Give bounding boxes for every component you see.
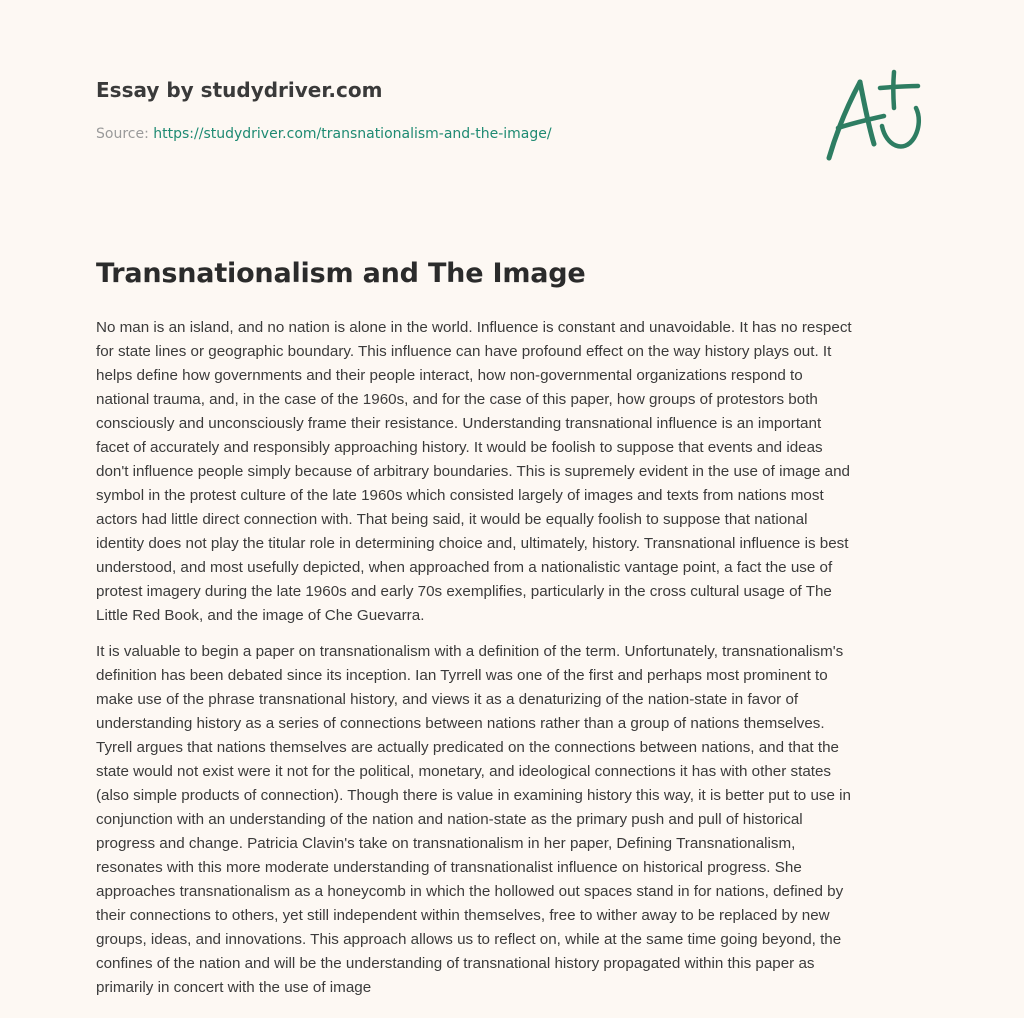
- source-line: [96, 124, 796, 144]
- article-paragraph: No man is an island, and no nation is alone in the world. Influence is constant and unavoidable. It has no respect for state lines or geographic boundary. This influence can have profound effect on the way history plays out. It helps define how governments and their people interact, how non-governmental organizations respond to national trauma, and, in the case of the 1960s, and for the case of this paper, how groups of protestors both consciously and unconsciously frame their resistance. Understanding transnational influence is an important facet of accurately and responsibly approaching history. It would be foolish to suppose that events and ideas don't influence people simply because of arbitrary boundaries. This is supremely evident in the use of image and symbol in the protest culture of the late 1960s which consisted largely of images and texts from nations most actors had little direct connection with. That being said, it would be equally foolish to suppose that national identity does not play the titular role in determining choice and, ultimately, history. Transnational influence is best understood, and most usefully depicted, when approached from a nationalistic vantage point, a fact the use of protest imagery during the late 1960s and early 70s exemplifies, particularly in the cross cultural usage of The Little Red Book, and the image of Che Guevarra.: [96, 319, 852, 624]
- a-plus-logo-icon: [822, 68, 928, 164]
- page-header: [96, 76, 796, 144]
- article-paragraph: It is valuable to begin a paper on transnationalism with a definition of the term. Unfortunately, transnationalism's definition has been debated since its inception. Ian Tyrrell was one of the first and perhaps most prominent to make use of the phrase transnational history, and views it as a denaturizing of the nation-state in favor of understanding history as a series of connections between nations rather than a group of nations themselves. Tyrell argues that nations themselves are actually predicated on the connections between nations, and that the state would not exist were it not for the political, monetary, and ideological connections it has with other states (also simple products of connection). Though there is value in examining history this way, it is better put to use in conjunction with an understanding of the nation and nation-state as the primary push and pull of historical progress and change. Patricia Clavin's take on transnationalism in her paper, Defining Transnationalism, resonates with this more moderate understanding of transnationalist influence on historical progress. She approaches transnationalism as a honeycomb in which the hollowed out spaces stand in for nations, defined by their connections to others, yet still independent within themselves, free to wither away to be replaced by new groups, ideas, and innovations. This approach allows us to reflect on, while at the same time going beyond, the confines of the nation and will be the understanding of transnational history propagated within this paper as primarily in concert with the use of image: [96, 643, 851, 996]
- article-body: [96, 316, 930, 1012]
- site-brand: Essay by studydriver.com: [96, 78, 383, 102]
- source-link[interactable]: https://studydriver.com/transnationalism-and-the-image/: [153, 126, 552, 142]
- source-label: Source:: [96, 126, 154, 142]
- article-title: Transnationalism and The Image: [96, 258, 586, 289]
